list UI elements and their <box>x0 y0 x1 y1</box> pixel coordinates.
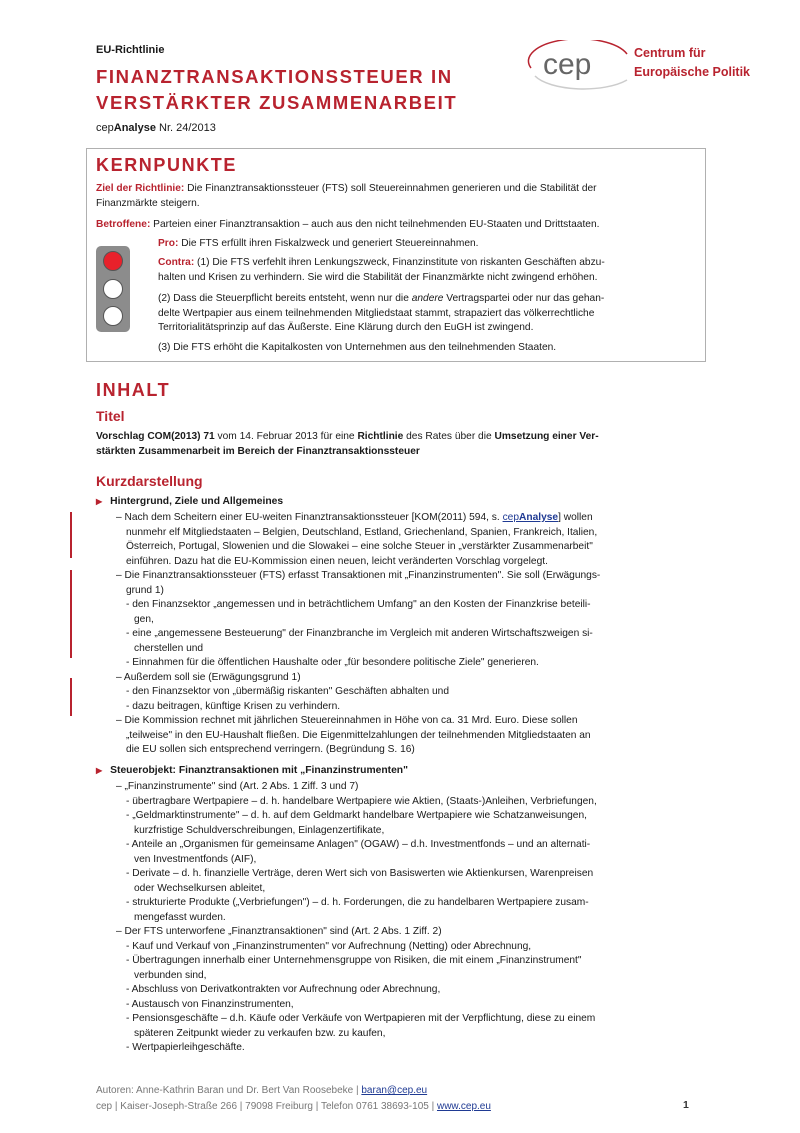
list-item: - eine „angemessene Besteuerung" der Finanzbranche im Vergleich mit anderen Wirtschaftszweigen si- <box>126 628 593 639</box>
list-item: - Pensionsgeschäfte – d.h. Käufe oder Verkäufe von Wertpapieren mit der Verpflichtung, diese zu einem <box>126 1013 596 1024</box>
page-number: 1 <box>683 1099 689 1111</box>
logo-mark: cep <box>543 48 592 81</box>
kurzdarstellung-heading: Kurzdarstellung <box>96 473 203 489</box>
traffic-light-icon <box>96 246 130 332</box>
steuerobjekt-list <box>116 780 597 1056</box>
website-link[interactable]: www.cep.eu <box>436 1100 491 1112</box>
cepanalyse-link[interactable]: cepAnalyse <box>502 512 559 523</box>
list-item: späteren Zeitpunkt wieder zu verkaufen bzw. zu kaufen, <box>134 1027 386 1039</box>
bullet-hintergrund: ▶ Hintergrund, Ziele und Allgemeines <box>96 496 284 507</box>
list-item: cherstellen und <box>134 642 204 654</box>
list-item: „teilweise" in den EU-Haushalt fließen. Die Eigenmittelzahlungen der teilnehmenden Mitgliedstaaten an <box>126 729 591 741</box>
bullet-arrow-icon: ▶ <box>96 766 103 775</box>
list-item: – Außerdem soll sie (Erwägungsgrund 1) <box>116 671 301 683</box>
bullet-steuerobjekt: ▶ Steuerobjekt: Finanztransaktionen mit „Finanzinstrumenten" <box>96 765 408 776</box>
ziel-paragraph: Ziel der Richtlinie: Die Finanztransaktionssteuer (FTS) soll Steuereinnahmen generieren und die Stabilität der Finanzmärkte steigern. <box>96 183 597 209</box>
title-line-2: VERSTÄRKTER ZUSAMMENARBEIT <box>96 92 458 113</box>
list-item: – Nach dem Scheitern einer EU-weiten Finanztransaktionssteuer [KOM(2011) 594, s. cepAnalyse] wollen <box>116 512 593 523</box>
amber-lamp <box>103 279 123 299</box>
list-item: gen, <box>134 613 154 625</box>
betroffene-paragraph: Betroffene: Parteien einer Finanztransaktion – auch aus den nicht teilnehmenden EU-Staaten und Drittstaaten. <box>96 219 600 230</box>
list-item: mengefasst wurden. <box>134 911 226 923</box>
list-item: oder Wechselkursen ableitet, <box>134 882 266 894</box>
margin-marker <box>70 570 72 658</box>
list-item: Österreich, Portugal, Slowenien und die Slowakei – eine solche Steuer in „verstärkter Zusammenarbeit" <box>126 541 593 552</box>
list-item: – Der FTS unterworfene „Finanztransaktionen" sind (Art. 2 Abs. 1 Ziff. 2) <box>116 926 442 937</box>
list-item: - dazu beitragen, künftige Krisen zu verhindern. <box>126 700 341 712</box>
list-item: - Austausch von Finanzinstrumenten, <box>126 998 294 1010</box>
pro-paragraph: Pro: Die FTS erfüllt ihren Fiskalzweck und generiert Steuereinnahmen. <box>158 238 479 249</box>
contra-point-3: (3) Die FTS erhöht die Kapitalkosten von Unternehmen aus den teilnehmenden Staaten. <box>158 342 557 353</box>
titel-heading: Titel <box>96 408 125 424</box>
document-title <box>96 64 457 116</box>
list-item: – „Finanzinstrumente" sind (Art. 2 Abs. 1 Ziff. 3 und 7) <box>116 781 359 792</box>
list-item: - Wertpapierleihgeschäfte. <box>126 1042 245 1053</box>
kernpunkte-heading: KERNPUNKTE <box>96 155 238 175</box>
list-item: – Die Kommission rechnet mit jährlichen Steuereinnahmen in Höhe von ca. 31 Mrd. Euro. Diese sollen <box>116 715 578 726</box>
list-item: - den Finanzsektor „angemessen und in beträchtlichem Umfang" an den Kosten der Finanzkrise beteili- <box>126 599 591 610</box>
list-item: – Die Finanztransaktionssteuer (FTS) erfasst Transaktionen mit „Finanzinstrumenten". Sie soll (Erwägungs- <box>116 570 601 581</box>
contra-paragraph: Contra: (1) Die FTS verfehlt ihren Lenkungszweck, Finanzinstitute von riskanten Geschäften abzu- halten und Krisen zu verhindern. Sie wird die Stabilität der Finanzmärkte nicht zwingend erhöhen. <box>158 257 605 283</box>
list-item: - Übertragungen innerhalb einer Unternehmensgruppe von Risiken, die mit einem „Finanzinstrument" <box>126 955 582 966</box>
contra-point-2: (2) Dass die Steuerpflicht bereits entsteht, wenn nur die andere Vertragspartei oder nur das gehan- delte Wertpapier aus einem teilnehmenden Mitgliedstaat stammt, strapaziert das völkerrechtliche Territorialitätsprinzip auf das Äußerste. Eine Klärung durch den EuGH ist zwingend. <box>158 293 605 333</box>
list-item: ven Investmentfonds (AIF), <box>134 853 257 865</box>
list-item: die EU sollen sich entsprechend verringern. (Begründung S. 16) <box>126 744 415 755</box>
list-item: - Einnahmen für die öffentlichen Haushalte oder „für besondere politische Ziele" generieren. <box>126 657 539 668</box>
email-link[interactable]: baran@cep.eu <box>361 1085 428 1096</box>
green-lamp <box>103 306 123 326</box>
list-item: - Derivate – d. h. finanzielle Verträge, deren Wert sich von Basiswerten wie Aktienkursen, Warenpreisen <box>126 868 594 879</box>
margin-marker <box>70 512 72 558</box>
list-item: - Anteile an „Organismen für gemeinsame Anlagen" (OGAW) – d.h. Investmentfonds – und an alternati- <box>126 839 591 850</box>
list-item: - übertragbare Wertpapiere – d. h. handelbare Wertpapiere wie Aktien, (Staats-)Anleihen, Verbriefungen, <box>126 795 597 807</box>
series-label: cepAnalyse Nr. 24/2013 <box>96 122 216 134</box>
list-item: - „Geldmarktinstrumente" – d. h. auf dem Geldmarkt handelbare Wertpapiere wie Schatzanweisungen, <box>126 810 587 821</box>
bullet-arrow-icon: ▶ <box>96 497 103 506</box>
list-item: verbunden sind, <box>134 969 207 981</box>
titel-text: Vorschlag COM(2013) 71 vom 14. Februar 2013 für eine Richtlinie des Rates über die Umsetzung einer Ver- stärkten Zusammenarbeit im Bereich der Finanztransaktionssteuer <box>96 431 599 457</box>
list-item: nunmehr elf Mitgliedstaaten – Belgien, Deutschland, Estland, Griechenland, Spanien, Frankreich, Italien, <box>126 526 598 538</box>
list-item: einführen. Dazu hat die EU-Kommission einen neuen, leicht veränderten Vorschlag vorgelegt. <box>126 555 548 567</box>
list-item: - Abschluss von Derivatkontrakten vor Aufrechnung oder Abrechnung, <box>126 984 441 995</box>
footer: Autoren: Anne-Kathrin Baran und Dr. Bert Van Roosebeke | baran@cep.eu cep | Kaiser-Joseph-Straße 266 | 79098 Freiburg | Telefon 0761 38693-105 | www.cep.eu <box>96 1085 491 1112</box>
list-item: grund 1) <box>126 584 164 596</box>
margin-marker <box>70 678 72 716</box>
inhalt-heading: INHALT <box>96 380 171 400</box>
logo-text: Centrum für Europäische Politik <box>634 46 751 79</box>
title-line-1: FINANZTRANSAKTIONSSTEUER IN <box>96 66 453 87</box>
document-type: EU-Richtlinie <box>96 44 165 56</box>
list-item: kurzfristige Schuldverschreibungen, Einlagenzertifikate, <box>134 824 385 836</box>
list-item: - den Finanzsektor von „übermäßig riskanten" Geschäften abhalten und <box>126 686 450 697</box>
list-item: - strukturierte Produkte („Verbriefungen") – d. h. Forderungen, die zu handelbaren Wertpapiere zusam- <box>126 897 589 908</box>
hintergrund-list <box>116 511 600 758</box>
red-lamp <box>103 251 123 271</box>
list-item: - Kauf und Verkauf von „Finanzinstrumenten" vor Aufrechnung (Netting) oder Abrechnung, <box>126 940 532 952</box>
